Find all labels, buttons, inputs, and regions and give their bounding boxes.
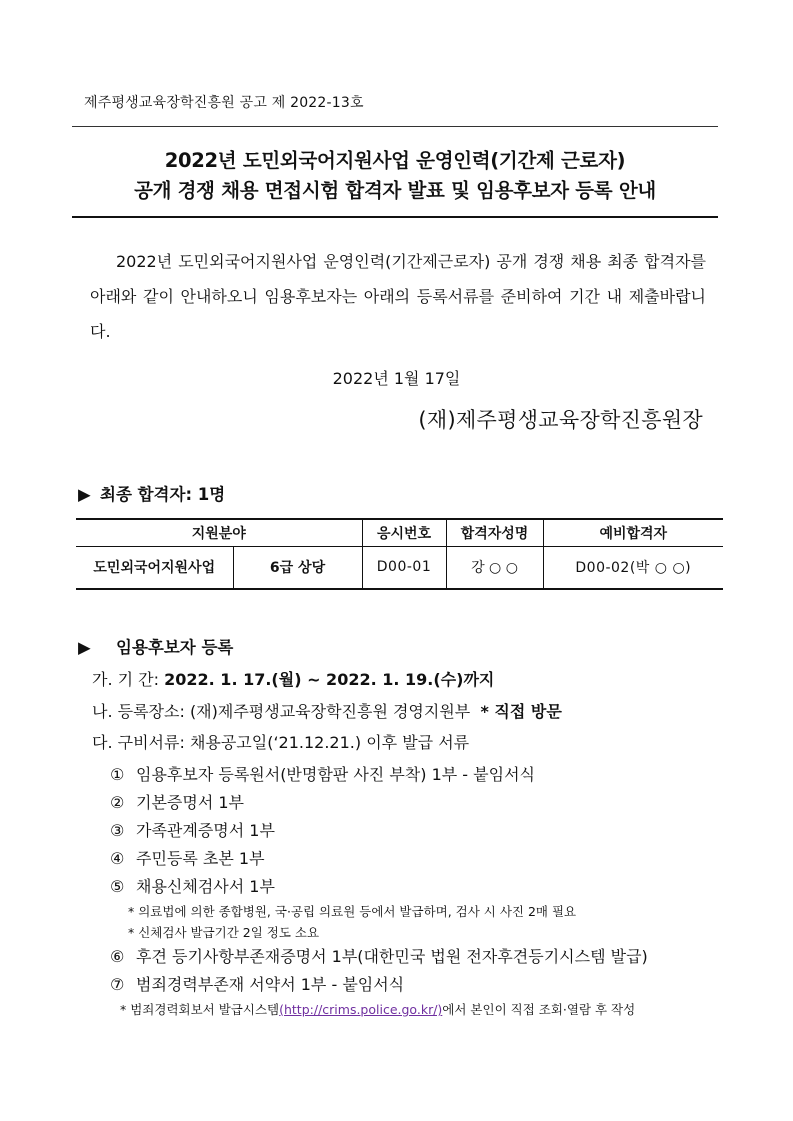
title-line-1: 2022년 도민외국어지원사업 운영인력(기간제 근로자): [164, 149, 626, 172]
title-line-2: 공개 경쟁 채용 면접시험 합격자 발표 및 임용후보자 등록 안내: [134, 179, 656, 202]
header-field: 지원분야: [76, 519, 362, 546]
section-title: 최종 합격자: 1명: [100, 485, 226, 504]
item-text: 임용후보자 등록원서(반명함판 사진 부착) 1부 - 붙임서식: [136, 765, 535, 784]
section-final-passers: [78, 481, 225, 505]
item-number: ②: [110, 793, 125, 812]
place-label: 나. 등록장소:: [92, 702, 185, 721]
document-item: [110, 762, 535, 785]
registration-place: [92, 699, 562, 722]
period-value: 2022. 1. 17.(월) ~ 2022. 1. 19.(수)까지: [164, 670, 495, 689]
cell-exam-no: D00-01: [362, 546, 446, 589]
item-text: 채용신체검사서 1부: [136, 877, 275, 896]
cell-reserve: D00-02(박 ○ ○): [543, 546, 723, 589]
document-item: [110, 972, 404, 995]
place-value: (재)제주평생교육장학진흥원 경영지원부: [189, 702, 471, 721]
crime-record-note: [120, 1000, 635, 1018]
item-number: ⑥: [110, 947, 125, 966]
item-text: 범죄경력부존재 서약서 1부 - 붙임서식: [136, 975, 405, 994]
table-row: [76, 546, 723, 589]
intro-text: 2022년 도민외국어지원사업 운영인력(기간제근로자) 공개 경쟁 채용 최종 합격자를 아래와 같이 안내하오니 임용후보자는 아래의 등록서류를 준비하여 기간 내 제출바랍니다.: [90, 252, 706, 341]
docs-value: 채용공고일(‘21.12.21.) 이후 발급 서류: [189, 733, 470, 752]
table-header-row: [76, 519, 723, 546]
results-table: [76, 518, 723, 590]
document-item: [110, 846, 265, 869]
publication-date: 2022년 1월 17일: [332, 369, 461, 388]
item-number: ⑤: [110, 877, 125, 896]
period-label: 가. 기 간:: [92, 670, 160, 689]
place-note: * 직접 방문: [480, 702, 562, 721]
item-text: 기본증명서 1부: [136, 793, 245, 812]
item-text: 주민등록 초본 1부: [136, 849, 265, 868]
document-item: [110, 790, 244, 813]
document-item: [110, 874, 275, 897]
title-divider: [72, 216, 718, 218]
item-text: 가족관계증명서 1부: [136, 821, 275, 840]
signer: (재)제주평생교육장학진흥원장: [418, 408, 703, 432]
triangle-icon: ▶: [78, 485, 91, 504]
document-item: [110, 944, 648, 967]
item-text: 후견 등기사항부존재증명서 1부(대한민국 법원 전자후견등기시스템 발급): [136, 947, 648, 966]
cell-program: 도민외국어지원사업: [76, 546, 233, 589]
crime-note-prefix: * 범죄경력회보서 발급시스템: [120, 1002, 280, 1017]
page-title: [72, 146, 718, 206]
registration-documents: [92, 730, 469, 753]
registration-period: [92, 667, 494, 690]
notice-number: 제주평생교육장학진흥원 공고 제 2022-13호: [84, 95, 364, 111]
crime-note-suffix: 에서 본인이 직접 조회·열람 후 작성: [442, 1002, 636, 1017]
item-number: ⑦: [110, 975, 125, 994]
section-title: 임용후보자 등록: [116, 638, 234, 657]
top-divider: [72, 126, 718, 127]
section-registration: [78, 634, 233, 658]
medical-note-2: * 신체검사 발급기간 2일 정도 소요: [128, 925, 320, 940]
crims-link[interactable]: (http://crims.police.go.kr/): [279, 1002, 443, 1017]
header-exam-no: 응시번호: [362, 519, 446, 546]
item-number: ③: [110, 821, 125, 840]
docs-label: 다. 구비서류:: [92, 733, 185, 752]
cell-grade: 6급 상당: [233, 546, 362, 589]
item-number: ④: [110, 849, 125, 868]
header-name: 합격자성명: [446, 519, 543, 546]
triangle-icon: ▶: [78, 638, 91, 657]
item-number: ①: [110, 765, 125, 784]
cell-name: 강 ○ ○: [446, 546, 543, 589]
medical-note-1: * 의료법에 의한 종합병원, 국·공립 의료원 등에서 발급하며, 검사 시 사진 2매 필요: [128, 904, 577, 919]
intro-paragraph: [90, 244, 706, 349]
document-item: [110, 818, 275, 841]
header-reserve: 예비합격자: [543, 519, 723, 546]
